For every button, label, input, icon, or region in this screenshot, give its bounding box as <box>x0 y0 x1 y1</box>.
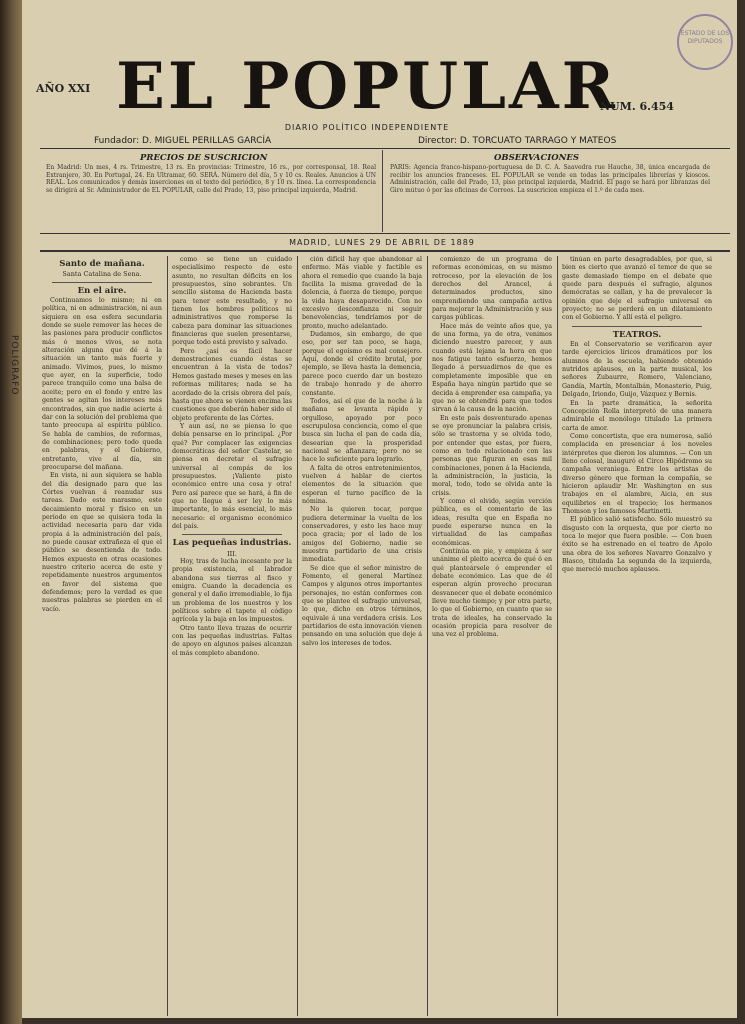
column-divider <box>427 256 428 1016</box>
article-paragraph: Y como el olvido, según verción pública, es el comentario de las ideas, resulta que en España no puede esperarse nunca en la virtualidad de las campañas económicas. <box>432 497 552 547</box>
column-1 <box>42 256 162 1018</box>
article-paragraph: Otro tanto lleva trazas de ocurrir con las pequeñas industrias. Faltas de apoyo en algunos países alcanzan el más completo abandono. <box>172 624 292 657</box>
column-3 <box>302 256 422 1018</box>
column-rule <box>572 326 702 327</box>
article-heading: Santo de mañana. <box>59 259 145 269</box>
column-divider <box>167 256 168 1016</box>
article-heading: TEATROS. <box>612 329 662 340</box>
article-paragraph: En el Conservatorio se verificaron ayer tarde ejercicios líricos dramáticos por los alumnos de la escuela, habiendo obtenido nutridos aplausos, en la parte musical, los señores Zubaurre, Romero, Valenciano, Gandía, Martín, Montalbán, Monasterio, Puig, Delgado, Iriondo, Guijo, Vázquez y Bernis. <box>562 341 712 399</box>
article-paragraph: comienzo de un programa de reformas económicas, en su mismo retroceso, por la elevación de los derechos del Arancel, á determinados productos, sino emprendiendo una campaña activa para mejorar la Administración y sus cargas públicas. <box>432 256 552 322</box>
article-paragraph: En la parte dramática, la señorita Concepción Rolla interpretó de una manera admirable el monólogo titulado La primera carta de amor. <box>562 399 712 432</box>
stamp-text: ESTADO DE LOS DIPUTADOS <box>680 30 730 45</box>
founder-line: Fundador: D. MIGUEL PERILLAS GARCÍA <box>94 136 272 146</box>
article-paragraph: Hoy, tras de lucha incesante por la propia existencia, el labrador abandona sus tierras al fisco y emigra. Cuando la decadencia es general y el daño irremediable, lo fija un problema de los nuestros y los políticos sobre el tapete el código agrícola y la baja en los impuestos. <box>172 558 292 624</box>
article-paragraph: Continúa en pie, y empieza á ser unánime el pleito acerca de qué ó en qué planteársele ó emprender el debate económico. Las que de él esperan algún provecho procuran desvanecer que el debate económico lleve mucho tiempo; y por otra parte, lo que el Gobierno, en cuanto que se trata de ideales, ha conservado la ocasión propicia para resolver de una vez el problema. <box>432 548 552 639</box>
article-subheading: Santa Catalina de Sena. <box>62 270 142 279</box>
article-paragraph: No la quieren tocar, porque pudiera determinar la vuelta de los conservadores, y esto les hace muy poca gracia; por el lado de los amigos del Gobierno, nadie se muestra partidario de una crisis inmediata. <box>302 506 422 564</box>
column-2 <box>172 256 292 1018</box>
article-paragraph: Dudamos, sin embargo, de que eso, por ser tan poco, se haga, porque el egoísmo es mal consejero. Aquí, donde el crédito brutal, por ejemplo, se lleva hasta la demencia, parece poco cuerdo dar un bostezo de trabajo honrado y de ahorro constante. <box>302 331 422 397</box>
article-paragraph: En este país desventurado apenas se oye pronunciar la palabra crisis, sólo se trastorna y se olvida todo, por entender que estas, por fuera, como en todo relacionado con las personas que figuran en esas mil combinaciones, ponen á la Hacienda, la administración, la justicia, la moral, todo, todo se olvida ante la crisis. <box>432 414 552 497</box>
year-label: AÑO XXI <box>36 82 91 95</box>
article-paragraph: En vista, ni aun siquiera se habla del día designado para que las Córtes vuelvan á reanudar sus tareas. Dado este marasmo, este decaimiento moral y físico en un período en que se quisiera toda la actividad necesaria para dar vida propia á la administración del país, no puede causar extrañeza el que el público se desentienda de todo. Hemos expuesto en otras ocasiones nuestro criterio acerca de este y repetidamente nuestros argumentos en favor del sistema que defendemos; pero la verdad es que nuestras palabras se pierden en el vacío. <box>42 472 162 613</box>
article-paragraph: Hace más de veinte años que, ya de una forma, ya de otra, venimos diciendo nuestro parecer, y aun cuando está lejana la hora en que nos fatigue tanto esfuerzo, hemos llegado á persuadirnos de que es completamente imposible que en España haya ningún partido que se decida á emprender esa campaña, ya que no se obtendrá para que todos sirvan á la causa de la nación. <box>432 322 552 414</box>
article-paragraph: Como concertista, que era numerosa, salió complacida en presenciar á los noveles intérpretes que dieron los alumnos. — Con un lleno colosal, inauguró el Circo Hipódromo su campaña veraniega. Entre los artistas de diverso género que forman la compañía, se hicieron aplaudir Mr. Washington en sus trabajos en el alambre, Aicia, en sus equilibrios en el trapecio; los hermanos Thomson y los famosos Martinetti. <box>562 432 712 515</box>
article-paragraph: Todos, así el que de la noche á la mañana se levanta rápido y orgulloso, apoyado por poco escrupulosa conciencia, como el que busca sin lucha el pan de cada día, desearían que la prosperidad nacional se afianzara; pero no se hace lo suficiente para lograrlo. <box>302 397 422 464</box>
header-divider <box>382 150 383 232</box>
dateline: MADRID, LUNES 29 DE ABRIL DE 1889 <box>289 238 475 247</box>
article-subheading: III. <box>227 549 237 558</box>
observations-heading: OBSERVACIONES <box>494 153 580 163</box>
article-paragraph: El público salió satisfecho. Sólo muestró su disgusto con la orquesta, que por cierto no toca lo mejor que fuera posible. — Con buen éxito se ha estrenado en el teatro de Apolo una obra de los señores Navarro Gonzalvo y Blasco, titulada La segunda de la izquierda, que mereció muchos aplausos. <box>562 516 712 574</box>
observations-text: PARÍS: Agencia franco-hispano-portuguesa de D. C. A. Saavedra rue Hauche, 38, única encargada de recibir los anuncios franceses. EL POPULAR se vende en todas las principales librerías y kioscos. Administración, calle del Prado, 13, piso principal izquierda, Madrid. El pago se hará por libranzas del Giro mútuo ó por las oficinas de Correos. La suscricion empieza el 1.º de cada mes. <box>390 164 710 194</box>
header-rule-top <box>40 148 730 149</box>
article-paragraph: Se dice que el señor ministro de Fomento, el general Martínez Campos y algunos otros importantes personajes, no están conformes con que se plantee el sufragio universal, lo que, dicho en otros términos, equivale á una verdadera crisis. Los partidarios de esta innovación vienen pensando en una solución que deje á salvo los intereses de todos. <box>302 564 422 647</box>
article-paragraph: Pero ¿así es fácil hacer demostraciones cuando éstas se encuentran á la vista de todos? Hemos gastado meses y meses en las reformas militares; nada se ha acordado de la crisis obrera del país, hasta que ahora se vienen encima las cuestiones que deberán haber sido el objeto preferente de las Córtes. <box>172 347 292 422</box>
column-divider <box>297 256 298 1016</box>
book-binding <box>0 0 22 1024</box>
article-paragraph: ción difícil hay que abandonar al enfermo. Más viable y factible es ahora el remedio que cuando la baja facilita la misma gravedad de la dolencia, á fuerza de tiempo, porque la vida haya desaparecido. Con no excesivo desconfianza ni seguir benevolencias, tendríamos por de pronto, mucho adelantado. <box>302 256 422 330</box>
article-paragraph: Continuamos lo mismo; ni en política, ni en administración, ni aun siquiera en esa esfera secundaria donde se suele remover las heces de las pasiones para producir conflictos más ó menos vivos, se nota alteración alguna que dé á la situación un tanto más fuerte y animado. Vivimos, pues, lo mismo que ayer, en la superficie, todo parece tranquilo como una balsa de aceite; pero en el fondo y entre las gentes se agitan los intereses más encontrados, sin que nadie acierte á dar con la solución del problema que tanto preocupa al espíritu público. Se habla de cambios, de reformas, de combinaciones; pero todo queda en palabras, y el Gobierno, entretanto, vive al día, sin preocuparse del mañana. <box>42 297 162 471</box>
newspaper-subtitle: DIARIO POLÍTICO INDEPENDIENTE <box>284 123 450 132</box>
column-4 <box>432 256 552 1018</box>
spine-label: POLIGRAFO <box>9 335 19 396</box>
library-stamp <box>677 14 733 70</box>
subscription-heading: PRECIOS DE SUSCRICION <box>140 153 268 163</box>
header-rule-middle <box>40 233 730 234</box>
director-line: Director: D. TORCUATO TARRAGO Y MATEOS <box>418 136 617 146</box>
article-heading: En el aire. <box>77 285 127 296</box>
article-paragraph: A falta de otros entretenimientos, vuelven á hablar de ciertos elementos de la situación que esperan el turno pacífico de la nómina. <box>302 464 422 505</box>
newspaper-title: EL POPULAR <box>116 49 618 124</box>
subscription-text: En Madrid: Un mes, 4 rs. Trimestre, 13 rs. En provincias: Trimestre, 16 rs., por corresponsal, 18. Real Extranjero, 30. En Portugal, 24. En Ultramar, 60. SERÁ. Número del día, 5 y 10 cs. Reales. Anuncios á UN REAL. Los comunicados y demás inserciones en el texto del periódico, 8 y 10 rs. línea. La correspondencia se dirigirá al Sr. Administrador de EL POPULAR, calle del Prado, 13, piso principal izquierda, Madrid. <box>46 164 376 194</box>
article-heading: Las pequeñas industrias. <box>172 538 292 549</box>
article-paragraph: Y aun así, no se piensa lo que debía pensarse en lo principal. ¿Por qué? Por complacer las exigencias democráticas del señor Castelar, se piensa en decretar el sufragio universal al compás de los presupuestos. ¡Valiente pisto económico entre una cosa y otra! Pero así parece que se hará, á fin de que no llegue á ser ley lo más importante, lo más esencial, lo más necesario: el organismo económico del país. <box>172 422 292 530</box>
column-rule <box>182 534 282 535</box>
newspaper-page <box>22 0 737 1018</box>
article-paragraph: tinúan en parte desagradables, por que, si bien es cierto que avanzó el temor de que se gaste demasiado tiempo en el debate que quede para después el sufragio, algunos demócratas se callan, y ha de prevalecer la opinión que deje el sufragio universal en proyecto; no se perderá en un dilatamiento con el Gobierno. Y allí está el peligro. <box>562 256 712 322</box>
column-divider <box>557 256 558 1016</box>
column-rule <box>52 282 152 283</box>
column-5 <box>562 256 712 1018</box>
issue-number: NUM. 6.454 <box>600 100 674 113</box>
header-rule-bottom <box>40 250 730 252</box>
article-paragraph: como se tiene un cuidado especialísimo respecto de este asunto, no resultan déficits en los presupuestos, sino sobrantes. Un sencillo sistema de Hacienda basta para tener este resultado, y no tienen los hombres políticos ni administrativos que romperse la cabeza para dominar las situaciones financieras que suelen presentarse, porque todo está previsto y salvado. <box>172 256 292 347</box>
